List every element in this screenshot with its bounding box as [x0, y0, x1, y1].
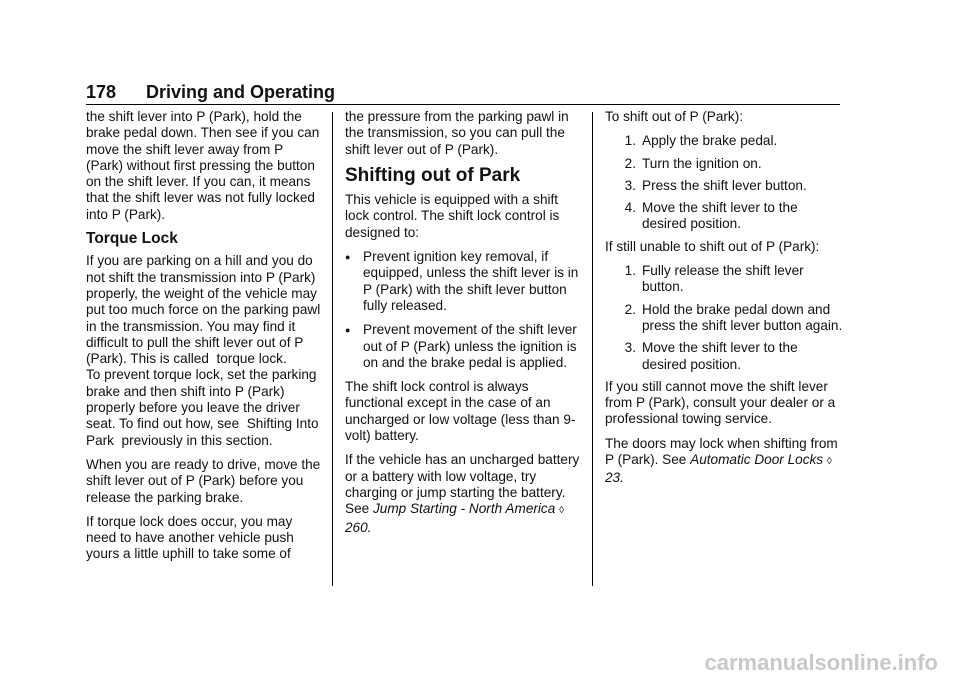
page-ref-icon: ◊	[826, 456, 832, 468]
paragraph: This vehicle is equipped with a shift lock control. The shift lock control is designed to:	[345, 192, 560, 240]
page-number: 178	[86, 82, 117, 102]
bullet-item: ● Prevent movement of the shift lever out of P (Park) unless the ignition is on and the brake pedal is applied.	[345, 322, 577, 370]
bullet-icon: ●	[345, 325, 351, 336]
header-divider	[86, 104, 840, 105]
list-item: 2. Turn the ignition on.	[624, 155, 762, 171]
paragraph: To prevent torque lock, set the parking brake and then shift into P (Park) properly before you leave the driver seat. To find out how, see Shifting Into Park previously in this section.	[86, 367, 319, 448]
torque-lock-heading: Torque Lock	[86, 230, 178, 248]
column-divider-2	[592, 112, 593, 586]
paragraph: If torque lock does occur, you may need to have another vehicle push yours a little uphill to take some of	[86, 513, 294, 562]
paragraph: If still unable to shift out of P (Park):	[605, 238, 820, 254]
paragraph: The shift lock control is always functional except in the case of an uncharged or low voltage (less than 9-volt) battery.	[345, 379, 576, 444]
list-item: 3. Press the shift lever button.	[624, 177, 807, 193]
column-divider-1	[332, 112, 333, 586]
paragraph: The doors may lock when shifting from P (Park). See Automatic Door Locks ◊ 23.	[605, 435, 838, 486]
column-3	[605, 109, 845, 495]
paragraph: the pressure from the parking pawl in the transmission, so you can pull the shift lever out of P (Park).	[345, 109, 569, 157]
list-item: 3. Move the shift lever to the desired position.	[624, 340, 798, 372]
bullet-item: ● Prevent ignition key removal, if equipped, unless the shift lever is in P (Park) with the shift lever button fully released.	[345, 249, 579, 313]
page-header	[86, 82, 840, 104]
section-title: Driving and Operating	[146, 82, 336, 102]
paragraph: If you still cannot move the shift lever from P (Park), consult your dealer or a professional towing service.	[605, 378, 836, 427]
column-1	[86, 109, 322, 571]
automatic-door-locks-link[interactable]: Automatic Door Locks	[690, 452, 824, 468]
list-item: 1. Apply the brake pedal.	[624, 133, 778, 149]
page-ref-number[interactable]: 260.	[345, 519, 372, 535]
page-ref-icon: ◊	[559, 505, 565, 517]
watermark: carmanualsonline.info	[704, 650, 938, 675]
shifting-out-of-park-heading: Shifting out of Park	[345, 164, 521, 186]
paragraph: If the vehicle has an uncharged battery or a battery with low voltage, try charging or jump starting the battery. See Jump Starting - North America ◊ 260.	[345, 452, 580, 535]
list-item: 1. Fully release the shift lever button.	[624, 263, 804, 295]
column-2	[345, 109, 581, 544]
list-item: 4. Move the shift lever to the desired position.	[624, 200, 798, 232]
cross-reference: Shifting Into Park	[86, 416, 319, 448]
page-ref-number[interactable]: 23.	[605, 470, 624, 486]
jump-starting-link[interactable]: Jump Starting - North America	[372, 501, 556, 517]
paragraph: the shift lever into P (Park), hold the brake pedal down. Then see if you can move the shift lever away from P (Park) without first pressing the button on the shift lever. If you can, it means that the shift lever was not fully locked into P (Park).	[86, 109, 320, 222]
term-reference: torque lock.	[216, 351, 287, 367]
paragraph: To shift out of P (Park):	[605, 109, 744, 124]
bullet-icon: ●	[345, 252, 351, 263]
paragraph: If you are parking on a hill and you do not shift the transmission into P (Park) properly, the weight of the vehicle may put too much force on the parking pawl in the transmission. You may find it difficult to pull the shift lever out of P (Park). This is called torque lock.	[86, 253, 321, 367]
list-item: 2. Hold the brake pedal down and press the shift lever button again.	[624, 301, 843, 333]
paragraph: When you are ready to drive, move the shift lever out of P (Park) before you release the parking brake.	[86, 456, 321, 505]
